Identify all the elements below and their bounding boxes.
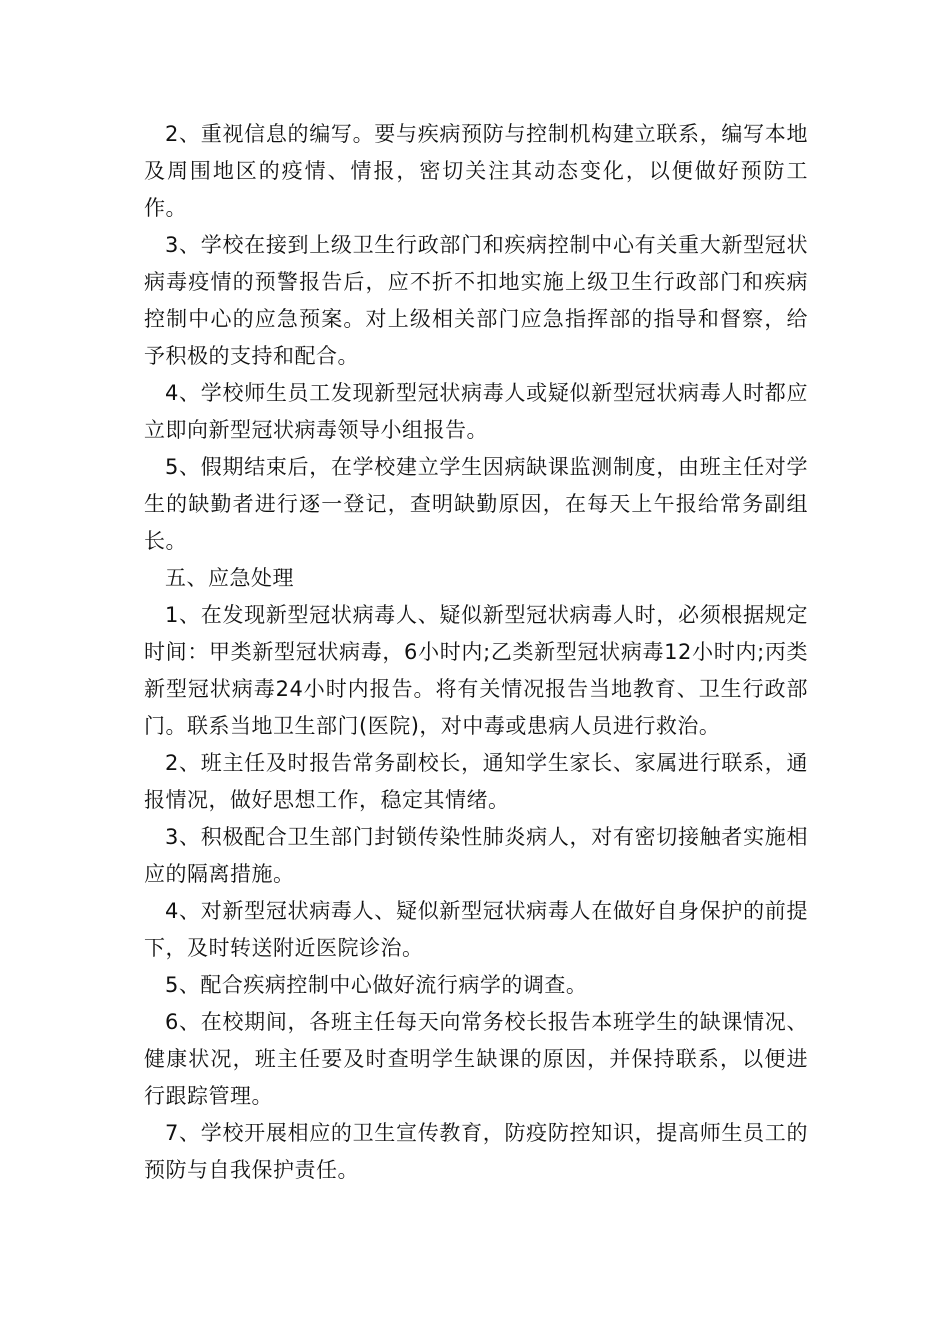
paragraph-emergency-4: 4、对新型冠状病毒人、疑似新型冠状病毒人在做好自身保护的前提下，及时转送附近医院诊治。 (144, 899, 808, 960)
paragraph-emergency-6: 6、在校期间，各班主任每天向常务校长报告本班学生的缺课情况、健康状况，班主任要及时查明学生缺课的原因，并保持联系，以便进行跟踪管理。 (144, 1010, 808, 1108)
document-body (144, 116, 808, 1189)
paragraph-emergency-7: 7、学校开展相应的卫生宣传教育，防疫防控知识，提高师生员工的预防与自我保护责任。 (144, 1121, 808, 1182)
paragraph-emergency-3: 3、积极配合卫生部门封锁传染性肺炎病人，对有密切接触者实施相应的隔离措施。 (144, 825, 808, 886)
paragraph-item-4-report: 4、学校师生员工发现新型冠状病毒人或疑似新型冠状病毒人时都应立即向新型冠状病毒领导小组报告。 (144, 381, 808, 442)
paragraph-emergency-2: 2、班主任及时报告常务副校长，通知学生家长、家属进行联系，通报情况，做好思想工作，稳定其情绪。 (144, 751, 808, 812)
paragraph-item-5-absence: 5、假期结束后，在学校建立学生因病缺课监测制度，由班主任对学生的缺勤者进行逐一登记，查明缺勤原因，在每天上午报给常务副组长。 (144, 455, 808, 553)
paragraph-emergency-5: 5、配合疾病控制中心做好流行病学的调查。 (165, 973, 588, 997)
paragraph-emergency-1: 1、在发现新型冠状病毒人、疑似新型冠状病毒人时，必须根据规定时间：甲类新型冠状病毒，6小时内;乙类新型冠状病毒12小时内;丙类新型冠状病毒24小时内报告。将有关情况报告当地教育、卫生行政部门。联系当地卫生部门(医院)，对中毒或患病人员进行救治。 (144, 603, 808, 738)
section-heading-emergency: 五、应急处理 (165, 566, 294, 590)
paragraph-item-3-warning: 3、学校在接到上级卫生行政部门和疾病控制中心有关重大新型冠状病毒疫情的预警报告后，应不折不扣地实施上级卫生行政部门和疾病控制中心的应急预案。对上级相关部门应急指挥部的指导和督察，给予积极的支持和配合。 (144, 233, 808, 368)
paragraph-item-2-info: 2、重视信息的编写。要与疾病预防与控制机构建立联系，编写本地及周围地区的疫情、情报，密切关注其动态变化，以便做好预防工作。 (144, 122, 808, 220)
